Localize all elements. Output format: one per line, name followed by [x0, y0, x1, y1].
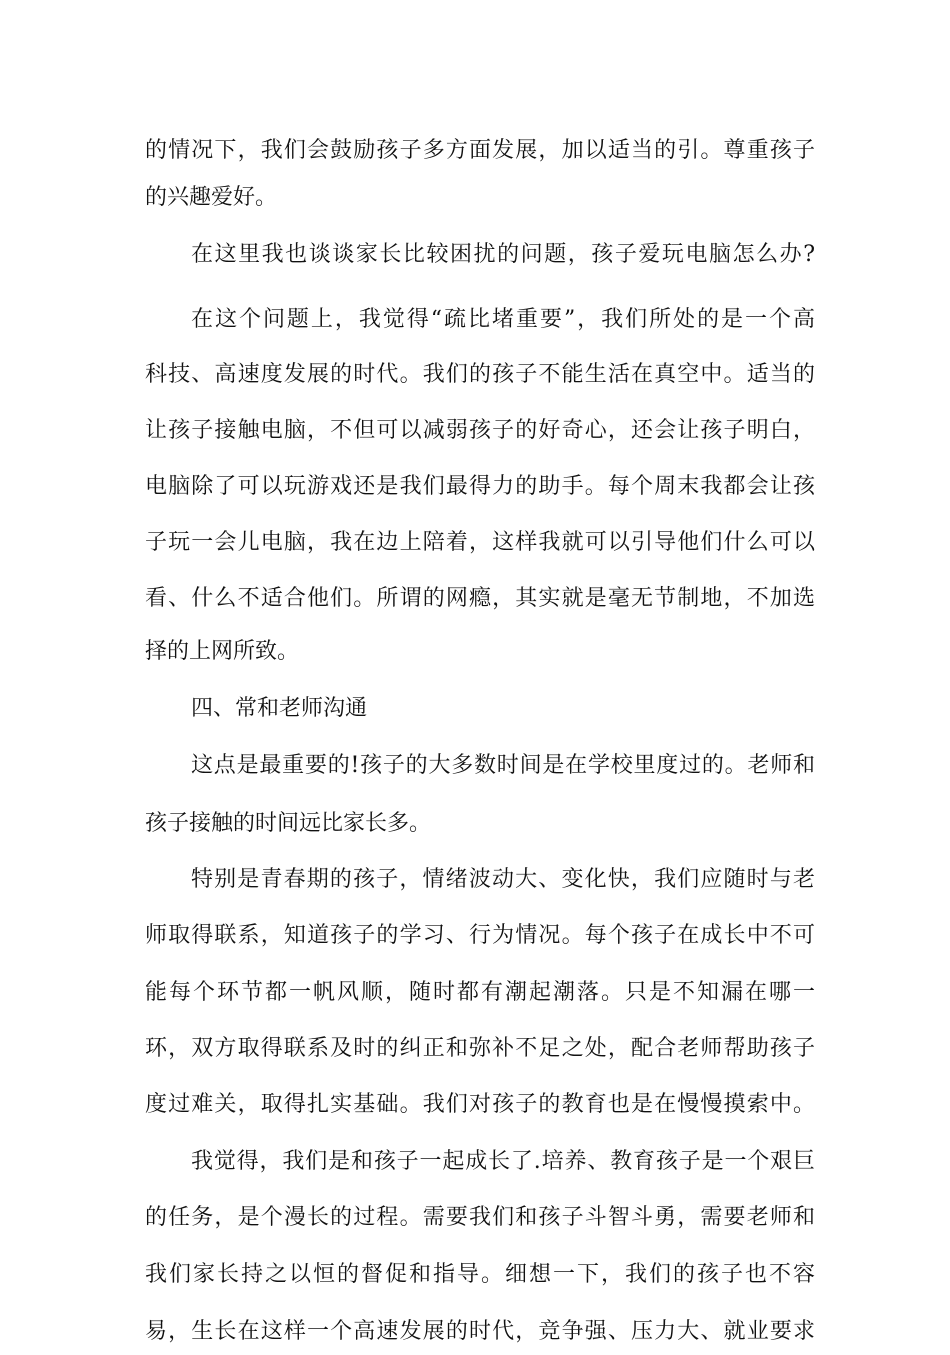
text-line: 环，双方取得联系及时的纠正和弥补不足之处，配合老师帮助孩子 — [145, 1036, 815, 1061]
paragraph-start-line: 我觉得，我们是和孩子一起成长了.培养、教育孩子是一个艰巨 — [191, 1149, 815, 1174]
text-line: 让孩子接触电脑，不但可以减弱孩子的好奇心，还会让孩子明白， — [145, 418, 815, 443]
text-line: 我们家长持之以恒的督促和指导。细想一下，我们的孩子也不容 — [145, 1262, 815, 1287]
text-line: 的情况下，我们会鼓励孩子多方面发展，加以适当的引。尊重孩子 — [145, 138, 815, 163]
text-line: 子玩一会儿电脑，我在边上陪着，这样我就可以引导他们什么可以 — [145, 530, 815, 555]
text-line: 师取得联系，知道孩子的学习、行为情况。每个孩子在成长中不可 — [145, 923, 815, 948]
paragraph-start-line: 在这个问题上，我觉得“疏比堵重要”，我们所处的是一个高 — [191, 307, 815, 332]
text-line: 孩子接触的时间远比家长多。 — [145, 811, 432, 836]
text-line: 能每个环节都一帆风顺，随时都有潮起潮落。只是不知漏在哪一 — [145, 980, 815, 1005]
text-line: 易，生长在这样一个高速发展的时代，竞争强、压力大、就业要求 — [145, 1319, 815, 1344]
paragraph-start-line: 这点是最重要的!孩子的大多数时间是在学校里度过的。老师和 — [191, 753, 815, 778]
text-line: 电脑除了可以玩游戏还是我们最得力的助手。每个周末我都会让孩 — [145, 474, 815, 499]
text-line: 择的上网所致。 — [145, 639, 300, 664]
text-line: 看、什么不适合他们。所谓的网瘾，其实就是毫无节制地，不加选 — [145, 586, 815, 611]
paragraph-start-line: 特别是青春期的孩子，情绪波动大、变化快，我们应随时与老 — [191, 867, 815, 892]
text-line: 的兴趣爱好。 — [145, 185, 278, 210]
text-line: 科技、高速度发展的时代。我们的孩子不能生活在真空中。适当的 — [145, 362, 815, 387]
text-line: 的任务，是个漫长的过程。需要我们和孩子斗智斗勇，需要老师和 — [145, 1205, 815, 1230]
paragraph-start-line: 在这里我也谈谈家长比较困扰的问题，孩子爱玩电脑怎么办? — [191, 242, 815, 267]
section-heading: 四、常和老师沟通 — [191, 696, 368, 721]
text-line: 度过难关，取得扎实基础。我们对孩子的教育也是在慢慢摸索中。 — [145, 1092, 815, 1117]
